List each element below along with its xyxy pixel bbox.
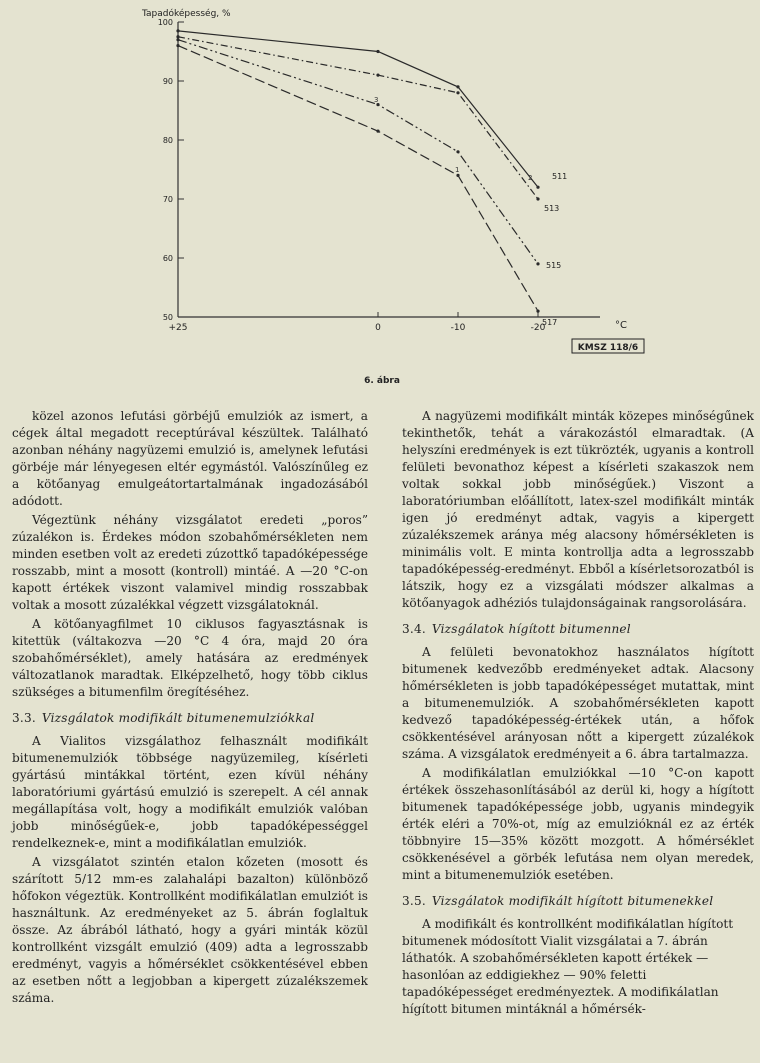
paragraph: A nagyüzemi modifikált minták közepes minőségűnek tekinthetők, tehát a várakozástól elmaradtak. (A helyszíni eredmények is ezt tükrözték, ugyanis a kontroll felületi bevonathoz képest a kísérleti szakaszok nem voltak sokkal jobb minőségűek.) Viszont a laboratóriumban előállított, latex-szel modifikált minták igen jó eredményt adtak, vagyis a kipergett zúzalékszemek aránya még alacsony hőmérsékleten is minimális volt. E minta kontrollja adta a legrosszabb tapadóképesség-eredményt. Ebből a kísérletsorozatból is látszik, hogy ez a vizsgálati módszer alkalmas a kötőanyagok adhéziós tulajdonságainak rangsorolására.: [402, 409, 754, 610]
y-tick-label: 60: [162, 254, 173, 263]
paragraph: Végeztünk néhány vizsgálatot eredeti „poros” zúzalékon is. Érdekes módon szobahőmérsékleten nem minden esetben volt az eredeti zúzottkő tapadóképessége rosszabb, mint a mosott (kontroll) mintáé. A —20 °C-on kapott értékek viszont valamivel mindig rosszabbak voltak a mosott zúzalékkal végzett vizsgálatoknál.: [12, 513, 368, 612]
data-point: [176, 44, 179, 47]
section-title: Vizsgálatok modifikált bitumenemulziókkal: [41, 711, 315, 725]
section-title: Vizsgálatok modifikált hígított bitumenekkel: [431, 894, 714, 908]
data-point: [176, 38, 179, 41]
x-tick-label: 0: [375, 323, 381, 333]
y-tick-label: 100: [157, 18, 173, 27]
curve-mark: 3: [374, 96, 379, 104]
x-tick-label: -20: [530, 323, 546, 333]
y-ticks: [158, 18, 184, 322]
y-tick-label: 80: [162, 136, 173, 145]
y-tick-label: 90: [162, 77, 173, 86]
series-line-515: [178, 40, 538, 264]
curve-mark: 2: [528, 174, 533, 182]
data-point: [376, 74, 379, 77]
paragraph: A modifikált és kontrollként modifikálatlan hígított bitumenek módosított Vialit vizsgálatai a 7. ábrán láthatók. A szobahőmérsékleten kapott értékek — hasonlóan az eddigiekhez — 90% feletti tapadóképességet eredményeztek. A modifikálatlan hígított bitumen mintáknál a hőmérsék-: [402, 917, 734, 1016]
data-point: [456, 150, 459, 153]
series-line-511: [178, 31, 538, 187]
data-point: [176, 35, 179, 38]
series-label: 511: [552, 172, 568, 182]
paragraph: A modifikálatlan emulziókkal —10 °C-on kapott értékek összehasonlításából az derül ki, hogy a hígított bitumenek tapadóképessége jobb, ugyanis mindegyik érték eléri a 70%-ot, míg az emulzióknál ez az érték többnyire 15—35% között mozgott. A hőmérséklet csökkenésével a görbék lefutása nem olyan meredek, mint a bitumenemulziók esetében.: [402, 766, 754, 882]
series-line-513: [178, 37, 538, 199]
series-label: 517: [542, 318, 558, 328]
series-label: 513: [544, 204, 560, 213]
series-layer: [176, 29, 567, 327]
section-title: Vizsgálatok hígított bitumennel: [431, 622, 631, 636]
figure-caption: 6. ábra: [364, 376, 400, 386]
y-axis-label: Tapadóképesség, %: [142, 9, 231, 19]
curve-marks: [374, 96, 532, 182]
section-heading-3-4: [402, 621, 754, 638]
paragraph: közel azonos lefutási görbéjű emulziók az ismert, a cégek által megadott receptúrával készültek. Található azonban néhány nagyüzemi emulzió is, amelynek lefutási görbéje már lényegesen eltér egymástól. Valószínűleg ez a kötőanyag emulgeátortartalmának ingadozásából adódott.: [12, 409, 368, 508]
y-tick-label: 50: [162, 313, 173, 322]
right-column: [402, 408, 754, 1018]
section-number: 3.5.: [402, 894, 426, 908]
section-number: 3.3.: [12, 711, 36, 725]
x-tick-label: -10: [450, 323, 466, 333]
paragraph: A kötőanyagfilmet 10 ciklusos fagyasztásnak is kitettük (váltakozva —20 °C 4 óra, majd 20 óra szobahőmérséklet), amely hatására az eredmények változatlanok maradtak. Elképzelhető, hogy több ciklus szükséges a bitumenfilm öregítéséhez.: [12, 617, 368, 699]
paragraph: A Vialitos vizsgálathoz felhasznált modifikált bitumenemulziók többsége nagyüzemileg, kísérleti gyártású mintákkal történt, ezen kívül néhány laboratóriumi gyártású emulzió is szerepelt. A cél annak megállapítása volt, hogy a modifikált emulziók valóban jobb minőségűek-e, jobb tapadóképességgel rendelkeznek-e, mint a modifikálatlan emulziók.: [12, 734, 368, 850]
section-heading-3-3: [12, 710, 368, 727]
tack-chart: [0, 0, 760, 400]
data-point: [176, 29, 179, 32]
series-line-517: [178, 46, 538, 312]
paragraph: A vizsgálatot szintén etalon kőzeten (mosott és szárított 5/12 mm-es zalahalápi bazalton) különböző hőfokon végeztük. Kontrollként modifikálatlan emulziót is használtunk. Az eredményeket az 5. ábrán foglaltuk össze. Az ábrából látható, hogy a gyári minták közül kontrollként vizsgált emulzió (409) adta a legrosszabb eredményt, vagyis a hőmérséklet csökkentésével ebben az esetben nőtt a legjobban a kipergett zúzalékszemek száma.: [12, 855, 368, 1005]
figure-6: [0, 0, 760, 400]
data-point: [376, 130, 379, 133]
data-point: [536, 262, 539, 265]
data-point: [376, 50, 379, 53]
x-axis-unit: °C: [615, 320, 627, 331]
data-point: [456, 85, 459, 88]
data-point: [456, 91, 459, 94]
data-point: [536, 310, 539, 313]
left-column: [12, 408, 368, 1007]
paragraph: A felületi bevonatokhoz használatos hígított bitumenek kedvezőbb eredményeket adtak. Alacsony hőmérsékleten is jobb tapadóképességet mutattak, mint a bitumenemulziók. A szobahőmérsékleten kapott kedvező tapadóképesség-értékek után, a hőfok csökkentésével arányosan nőtt a kipergett zúzalékok száma. A vizsgálatok eredményeit a 6. ábra tartalmazza.: [402, 645, 754, 761]
x-ticks: [169, 312, 546, 333]
data-point: [536, 186, 539, 189]
section-number: 3.4.: [402, 622, 426, 636]
series-label: 515: [546, 260, 562, 270]
stamp-label: KMSZ 118/6: [577, 343, 639, 353]
data-point: [456, 174, 459, 177]
section-heading-3-5: [402, 893, 754, 910]
x-tick-label: +25: [168, 323, 188, 333]
data-point: [536, 197, 539, 200]
y-tick-label: 70: [162, 195, 173, 204]
curve-mark: 1: [455, 166, 460, 174]
